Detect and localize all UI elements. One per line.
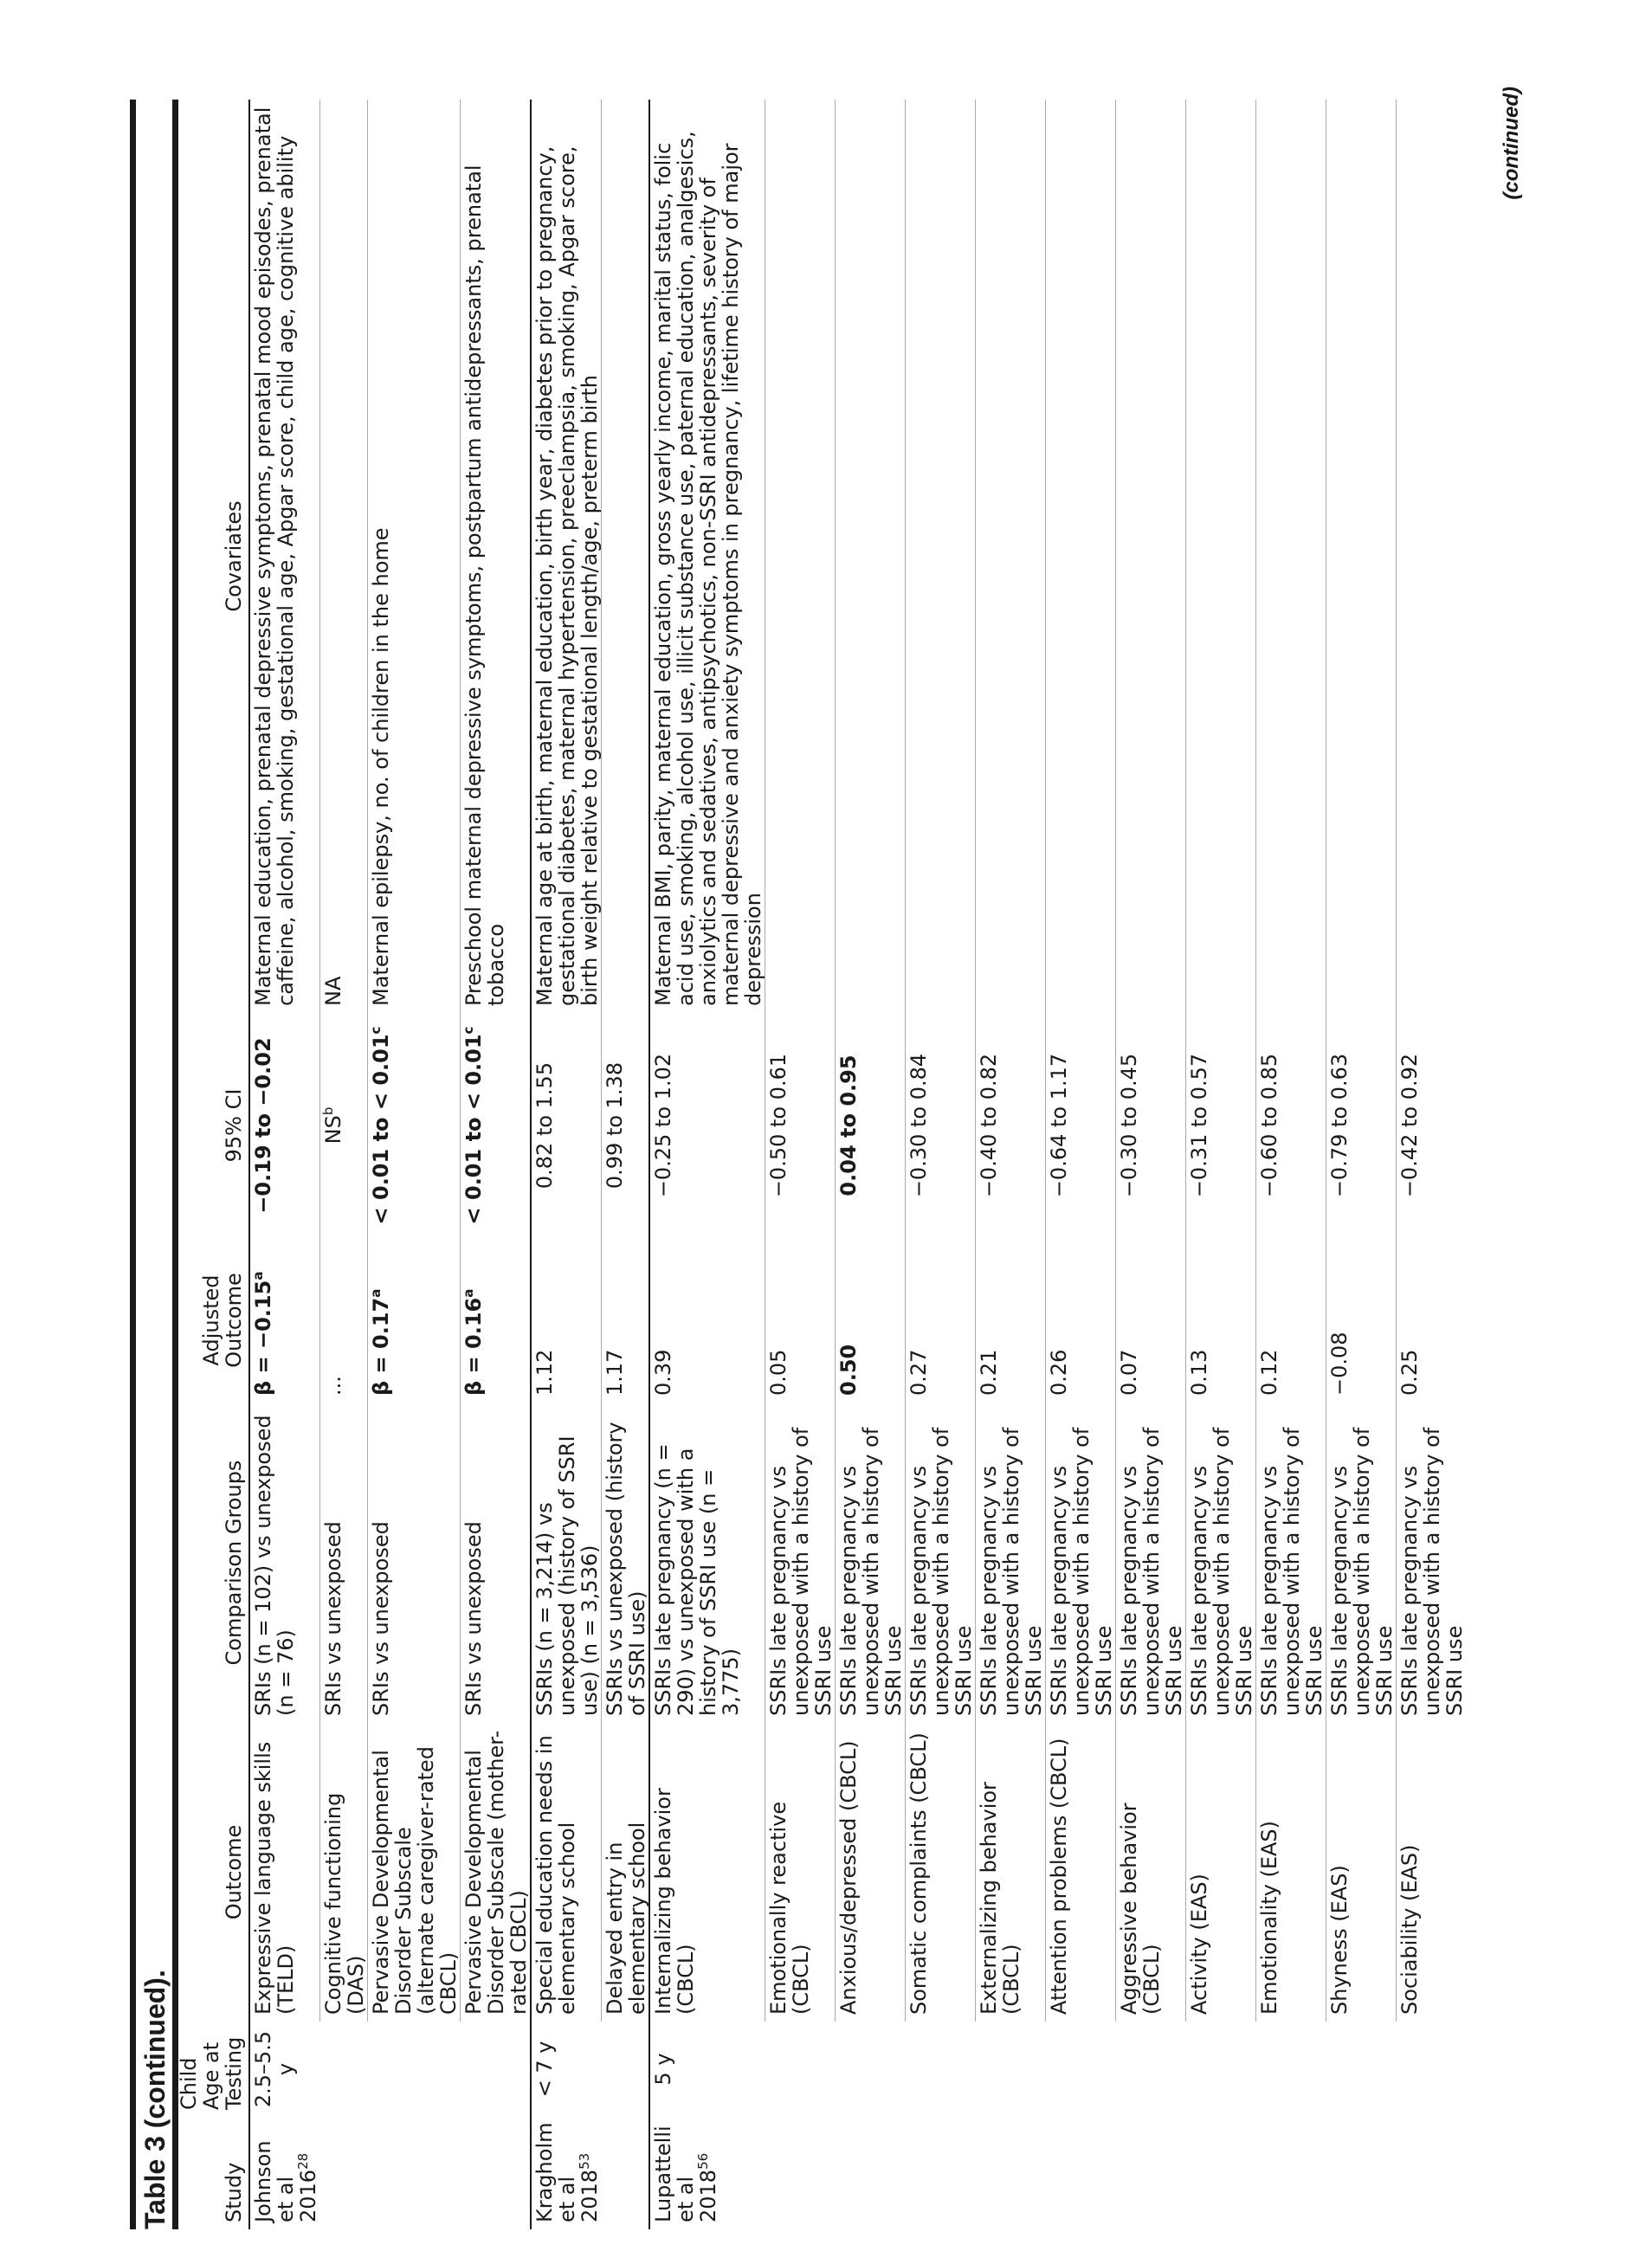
cell-95-ci-text: 0.82 to 1.55	[532, 1061, 557, 1190]
cell-study-text: Kragholm et al 2018	[532, 2122, 602, 2222]
cell-95-ci-text: −0.50 to 0.61	[765, 1053, 791, 1198]
cell-study	[1326, 2117, 1396, 2229]
cell-comparison-groups	[531, 1403, 602, 1723]
cell-adjusted-outcome-text: β = 0.17	[368, 1297, 393, 1396]
cell-child-age	[835, 2022, 905, 2117]
cell-comparison-groups	[1185, 1403, 1255, 1723]
cell-95-ci-text: −0.42 to 0.92	[1397, 1053, 1422, 1198]
header-adjusted-outcome: Adjusted Outcome	[174, 1238, 249, 1403]
cell-95-ci	[905, 1013, 975, 1238]
table-row	[601, 100, 649, 2229]
cell-comparison-groups-text: SSRIs vs unexposed (history of SSRI use)	[602, 1422, 649, 1716]
cell-outcome-text: Emotionality (EAS)	[1256, 1820, 1281, 2015]
cell-outcome	[835, 1723, 905, 2022]
cell-adjusted-outcome	[765, 1238, 835, 1403]
cell-covariates	[835, 100, 905, 1013]
cell-comparison-groups-text: SSRIs late pregnancy vs unexposed with a history of SSRI use	[1256, 1427, 1326, 1716]
cell-95-ci-text: −0.40 to 0.82	[976, 1053, 1001, 1198]
cell-95-ci-text: −0.79 to 0.63	[1326, 1053, 1352, 1198]
cell-outcome	[975, 1723, 1045, 2022]
cell-adjusted-outcome	[1185, 1238, 1255, 1403]
table-row	[367, 100, 460, 2229]
table-row	[531, 100, 602, 2229]
cell-study	[1185, 2117, 1255, 2229]
cell-child-age	[460, 2022, 531, 2117]
cell-outcome	[249, 1723, 319, 2022]
cell-comparison-groups	[1115, 1403, 1185, 1723]
table-row	[649, 100, 765, 2229]
table-row	[319, 100, 367, 2229]
cell-covariates	[649, 100, 765, 1013]
cell-adjusted-outcome-text: 0.26	[1046, 1349, 1071, 1396]
cell-comparison-groups-text: SSRIs late pregnancy vs unexposed with a history of SSRI use	[836, 1427, 906, 1716]
cell-study-footnote: 53	[576, 2152, 592, 2170]
table-row	[249, 100, 319, 2229]
cell-95-ci	[601, 1013, 649, 1238]
cell-adjusted-outcome	[1396, 1238, 1466, 1403]
cell-95-ci-text: < 0.01 to < 0.01	[461, 1034, 486, 1225]
cell-adjusted-outcome-text: 0.27	[906, 1349, 931, 1396]
cell-comparison-groups	[1255, 1403, 1326, 1723]
cell-adjusted-outcome-footnote: a	[460, 1288, 476, 1298]
table-body	[249, 100, 1466, 2229]
cell-adjusted-outcome	[531, 1238, 602, 1403]
cell-95-ci-text: 0.04 to 0.95	[836, 1055, 861, 1196]
cell-comparison-groups-text: SSRIs (n = 3,214) vs unexposed (history of SSRI use) (n = 3,536)	[532, 1435, 602, 1716]
cell-adjusted-outcome-text: 0.25	[1397, 1349, 1422, 1396]
cell-comparison-groups-text: SRIs (n = 102) vs unexposed (n = 76)	[251, 1415, 298, 1716]
cell-outcome-text: Activity (EAS)	[1186, 1874, 1211, 2015]
cell-95-ci	[531, 1013, 602, 1238]
cell-child-age-text: < 7 y	[532, 2041, 557, 2098]
cell-study-text: Johnson et al 2016	[251, 2140, 320, 2222]
table-row	[1045, 100, 1115, 2229]
cell-child-age	[601, 2022, 649, 2117]
cell-95-ci	[1326, 1013, 1396, 1238]
cell-adjusted-outcome-footnote: a	[367, 1288, 384, 1298]
cell-outcome	[319, 1723, 367, 2022]
cell-child-age	[531, 2022, 602, 2117]
cell-comparison-groups	[367, 1403, 460, 1723]
cell-comparison-groups-text: SRIs vs unexposed	[368, 1521, 393, 1716]
cell-comparison-groups	[835, 1403, 905, 1723]
continued-note: (continued)	[1500, 87, 1523, 200]
cell-covariates	[531, 100, 602, 1013]
cell-outcome	[1396, 1723, 1466, 2022]
cell-comparison-groups-text: SSRIs late pregnancy (n = 290) vs unexposed with a history of SSRI use (n = 3,775)	[650, 1443, 743, 1716]
table-row	[835, 100, 905, 2229]
cell-outcome	[649, 1723, 765, 2022]
cell-covariates	[905, 100, 975, 1013]
cell-adjusted-outcome-text: 0.50	[836, 1344, 861, 1396]
cell-comparison-groups-text: SSRIs late pregnancy vs unexposed with a history of SSRI use	[1326, 1427, 1397, 1716]
cell-95-ci-text: NS	[320, 1115, 345, 1145]
cell-comparison-groups-text: SRIs vs unexposed	[320, 1521, 345, 1716]
cell-covariates-text: Maternal epilepsy, no. of children in the home	[368, 527, 393, 1006]
cell-adjusted-outcome-text: 0.21	[976, 1349, 1001, 1396]
cell-comparison-groups	[649, 1403, 765, 1723]
cell-adjusted-outcome	[905, 1238, 975, 1403]
cell-study	[765, 2117, 835, 2229]
cell-95-ci-footnote: c	[367, 1026, 384, 1035]
cell-child-age	[1396, 2022, 1466, 2117]
cell-comparison-groups-text: SSRIs late pregnancy vs unexposed with a history of SSRI use	[1186, 1427, 1256, 1716]
cell-comparison-groups	[1396, 1403, 1466, 1723]
cell-outcome-text: Pervasive Developmental Disorder Subscale (alternate caregiver-rated CBCL)	[368, 1746, 461, 2015]
results-table	[174, 100, 1466, 2229]
cell-adjusted-outcome	[460, 1238, 531, 1403]
cell-outcome-text: Sociability (EAS)	[1397, 1844, 1422, 2015]
cell-95-ci-footnote: b	[319, 1106, 336, 1116]
cell-comparison-groups	[765, 1403, 835, 1723]
cell-study	[1396, 2117, 1466, 2229]
cell-study	[1255, 2117, 1326, 2229]
cell-95-ci-footnote: c	[460, 1026, 476, 1035]
cell-outcome-text: Special education needs in elementary school	[532, 1735, 579, 2015]
cell-adjusted-outcome-text: ...	[320, 1376, 345, 1396]
cell-adjusted-outcome-text: β = −0.15	[251, 1280, 275, 1396]
table-row	[905, 100, 975, 2229]
cell-outcome	[1326, 1723, 1396, 2022]
cell-outcome-text: Externalizing behavior (CBCL)	[976, 1782, 1023, 2015]
cell-covariates	[765, 100, 835, 1013]
table-row	[1255, 100, 1326, 2229]
cell-study	[905, 2117, 975, 2229]
cell-outcome-text: Internalizing behavior (CBCL)	[650, 1788, 698, 2015]
cell-adjusted-outcome	[1045, 1238, 1115, 1403]
cell-covariates-text: NA	[320, 976, 345, 1006]
cell-study	[601, 2117, 649, 2229]
cell-child-age	[1326, 2022, 1396, 2117]
cell-child-age	[1255, 2022, 1326, 2117]
cell-outcome	[460, 1723, 531, 2022]
header-95-ci: 95% CI	[174, 1013, 249, 1238]
cell-comparison-groups	[249, 1403, 319, 1723]
cell-95-ci	[1045, 1013, 1115, 1238]
cell-95-ci	[765, 1013, 835, 1238]
cell-95-ci	[1255, 1013, 1326, 1238]
cell-adjusted-outcome	[319, 1238, 367, 1403]
cell-covariates	[1115, 100, 1185, 1013]
cell-95-ci-text: 0.99 to 1.38	[602, 1061, 627, 1190]
cell-adjusted-outcome-text: −0.08	[1326, 1332, 1352, 1396]
cell-comparison-groups	[975, 1403, 1045, 1723]
cell-child-age	[1045, 2022, 1115, 2117]
cell-covariates	[601, 100, 649, 1013]
cell-adjusted-outcome-text: 0.39	[650, 1349, 675, 1396]
cell-95-ci	[975, 1013, 1045, 1238]
cell-outcome-text: Anxious/depressed (CBCL)	[836, 1740, 861, 2015]
cell-95-ci-text: −0.25 to 1.02	[650, 1053, 675, 1198]
cell-adjusted-outcome	[975, 1238, 1045, 1403]
cell-adjusted-outcome	[367, 1238, 460, 1403]
cell-covariates	[460, 100, 531, 1013]
cell-outcome-text: Attention problems (CBCL)	[1046, 1738, 1071, 2015]
cell-95-ci	[1185, 1013, 1255, 1238]
cell-comparison-groups-text: SSRIs late pregnancy vs unexposed with a history of SSRI use	[976, 1427, 1046, 1716]
table-header	[174, 100, 249, 2229]
cell-adjusted-outcome	[1115, 1238, 1185, 1403]
cell-outcome-text: Cognitive functioning (DAS)	[320, 1792, 368, 2015]
cell-covariates	[1326, 100, 1396, 1013]
table-row	[1326, 100, 1396, 2229]
cell-outcome	[1115, 1723, 1185, 2022]
cell-comparison-groups-text: SSRIs late pregnancy vs unexposed with a history of SSRI use	[765, 1427, 836, 1716]
cell-adjusted-outcome-text: 1.17	[602, 1349, 627, 1396]
cell-adjusted-outcome-footnote: a	[250, 1271, 266, 1280]
cell-outcome-text: Delayed entry in elementary school	[602, 1822, 649, 2015]
cell-covariates-text: Maternal BMI, parity, maternal education, gross yearly income, marital status, folic acid use, smoking, alcohol use, illicit substance use, paternal education, analgesics, anxiolytics and sedatives, antipsychotics, non-SSRI antidepressants, severity of maternal depressive and anxiety symptoms in pregnancy, lifetime history of major depression	[650, 131, 765, 1006]
cell-outcome-text: Shyness (EAS)	[1326, 1865, 1352, 2015]
cell-adjusted-outcome	[1326, 1238, 1396, 1403]
cell-adjusted-outcome	[835, 1238, 905, 1403]
cell-95-ci	[1396, 1013, 1466, 1238]
cell-adjusted-outcome-text: 0.07	[1116, 1349, 1141, 1396]
cell-covariates	[975, 100, 1045, 1013]
cell-outcome	[1185, 1723, 1255, 2022]
cell-comparison-groups	[1326, 1403, 1396, 1723]
cell-adjusted-outcome-text: β = 0.16	[461, 1297, 486, 1396]
cell-child-age-text: 5 y	[650, 2053, 675, 2086]
cell-comparison-groups	[460, 1403, 531, 1723]
cell-study	[1045, 2117, 1115, 2229]
cell-outcome	[1255, 1723, 1326, 2022]
cell-covariates	[367, 100, 460, 1013]
cell-child-age	[649, 2022, 765, 2117]
cell-covariates-text: Preschool maternal depressive symptoms, postpartum antidepressants, prenatal tobacco	[461, 164, 508, 1006]
cell-study	[460, 2117, 531, 2229]
header-outcome: Outcome	[174, 1723, 249, 2022]
cell-outcome-text: Expressive language skills (TELD)	[251, 1741, 298, 2015]
cell-comparison-groups	[905, 1403, 975, 1723]
cell-comparison-groups-text: SSRIs late pregnancy vs unexposed with a history of SSRI use	[906, 1427, 976, 1716]
cell-95-ci-text: −0.30 to 0.45	[1116, 1053, 1141, 1198]
cell-covariates	[249, 100, 319, 1013]
cell-comparison-groups	[319, 1403, 367, 1723]
cell-95-ci-text: −0.64 to 1.17	[1046, 1053, 1071, 1198]
cell-outcome	[531, 1723, 602, 2022]
cell-adjusted-outcome	[601, 1238, 649, 1403]
cell-study	[531, 2117, 602, 2229]
cell-95-ci-text: −0.19 to −0.02	[251, 1037, 275, 1214]
cell-95-ci-text: −0.60 to 0.85	[1256, 1053, 1281, 1198]
table-row	[460, 100, 531, 2229]
cell-95-ci	[460, 1013, 531, 1238]
cell-outcome-text: Pervasive Developmental Disorder Subscale (mother-rated CBCL)	[461, 1730, 531, 2015]
cell-study	[249, 2117, 319, 2229]
cell-95-ci	[367, 1013, 460, 1238]
cell-comparison-groups-text: SSRIs late pregnancy vs unexposed with a history of SSRI use	[1116, 1427, 1186, 1716]
cell-95-ci-text: < 0.01 to < 0.01	[368, 1034, 393, 1225]
cell-covariates	[1255, 100, 1326, 1013]
cell-outcome-text: Aggressive behavior (CBCL)	[1116, 1803, 1164, 2015]
cell-adjusted-outcome	[249, 1238, 319, 1403]
cell-95-ci-text: −0.31 to 0.57	[1186, 1053, 1211, 1198]
caption-top-rule	[130, 100, 136, 2229]
cell-study	[975, 2117, 1045, 2229]
table-row	[1115, 100, 1185, 2229]
cell-adjusted-outcome-text: 0.13	[1186, 1349, 1211, 1396]
cell-child-age	[319, 2022, 367, 2117]
cell-outcome	[367, 1723, 460, 2022]
cell-comparison-groups-text: SSRIs late pregnancy vs unexposed with a history of SSRI use	[1397, 1427, 1467, 1716]
header-child-age: Child Age at Testing	[174, 2022, 249, 2117]
cell-95-ci	[1115, 1013, 1185, 1238]
cell-child-age	[975, 2022, 1045, 2117]
table-row	[1185, 100, 1255, 2229]
cell-study	[649, 2117, 765, 2229]
cell-child-age	[1115, 2022, 1185, 2117]
header-study: Study	[174, 2117, 249, 2229]
table-row	[1396, 100, 1466, 2229]
cell-covariates	[319, 100, 367, 1013]
cell-95-ci	[319, 1013, 367, 1238]
cell-child-age-text: 2.5–5.5 y	[251, 2030, 298, 2108]
cell-adjusted-outcome-text: 1.12	[532, 1349, 557, 1396]
cell-outcome	[1045, 1723, 1115, 2022]
cell-study-text: Lupattelli et al 2018	[650, 2125, 720, 2222]
cell-outcome	[765, 1723, 835, 2022]
cell-adjusted-outcome-text: 0.05	[765, 1349, 791, 1396]
cell-outcome	[601, 1723, 649, 2022]
cell-95-ci-text: −0.30 to 0.84	[906, 1053, 931, 1198]
cell-outcome-text: Somatic complaints (CBCL)	[906, 1732, 931, 2015]
cell-95-ci	[835, 1013, 905, 1238]
cell-child-age	[249, 2022, 319, 2117]
header-row	[174, 100, 249, 2229]
cell-covariates	[1045, 100, 1115, 1013]
cell-comparison-groups	[1045, 1403, 1115, 1723]
cell-covariates	[1396, 100, 1466, 1013]
table-caption-block	[130, 100, 178, 2229]
cell-95-ci	[249, 1013, 319, 1238]
cell-comparison-groups-text: SSRIs late pregnancy vs unexposed with a history of SSRI use	[1046, 1427, 1116, 1716]
cell-study	[319, 2117, 367, 2229]
cell-outcome	[905, 1723, 975, 2022]
cell-covariates-text: Maternal age at birth, maternal education, birth year, diabetes prior to pregnancy, gestational diabetes, maternal hypertension, preeclampsia, smoking, Apgar score, birth weight relative to gestational length/age, preterm birth	[532, 145, 602, 1006]
table-row	[975, 100, 1045, 2229]
header-comparison-groups: Comparison Groups	[174, 1403, 249, 1723]
cell-95-ci	[649, 1013, 765, 1238]
cell-study	[367, 2117, 460, 2229]
cell-study	[835, 2117, 905, 2229]
cell-study	[1115, 2117, 1185, 2229]
cell-child-age	[1185, 2022, 1255, 2117]
cell-adjusted-outcome-text: 0.12	[1256, 1349, 1281, 1396]
cell-adjusted-outcome	[649, 1238, 765, 1403]
table-caption: Table 3 (continued).	[139, 1970, 171, 2229]
table-row	[765, 100, 835, 2229]
cell-covariates-text: Maternal education, prenatal depressive symptoms, prenatal mood episodes, prenatal caffeine, alcohol, smoking, gestational age, Apgar score, child age, cognitive ability	[251, 106, 298, 1006]
cell-adjusted-outcome	[1255, 1238, 1326, 1403]
cell-outcome-text: Emotionally reactive (CBCL)	[765, 1801, 813, 2015]
cell-study-footnote: 28	[295, 2152, 311, 2170]
cell-covariates	[1185, 100, 1255, 1013]
cell-comparison-groups	[601, 1403, 649, 1723]
cell-study-footnote: 56	[694, 2152, 711, 2170]
cell-child-age	[765, 2022, 835, 2117]
cell-child-age	[905, 2022, 975, 2117]
cell-child-age	[367, 2022, 460, 2117]
cell-comparison-groups-text: SRIs vs unexposed	[461, 1521, 486, 1716]
header-covariates: Covariates	[174, 100, 249, 1013]
